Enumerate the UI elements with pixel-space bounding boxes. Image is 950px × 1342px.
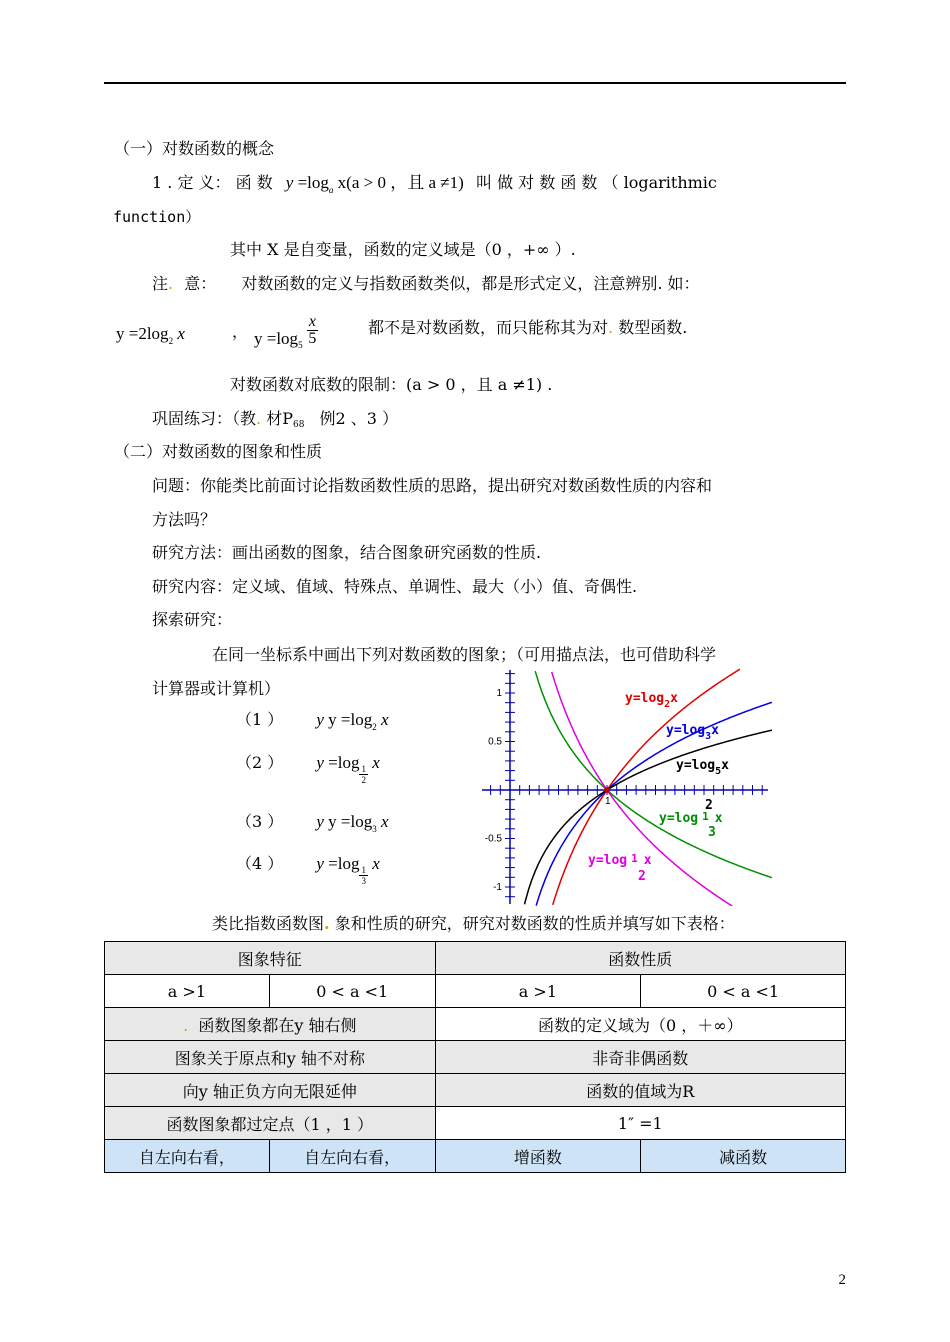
table-row: 函数图象都过定点（1 ，1 ） — [105, 1107, 436, 1140]
y-tick-label: -0.5 — [484, 833, 502, 845]
log-function-graph — [480, 668, 772, 906]
explore-line: 探索研究： — [152, 610, 233, 629]
label-log5: $y=\log_5x$ — [676, 758, 729, 777]
y-tick-label: -1 — [493, 882, 502, 893]
table-row: 图象关于原点和y 轴不对称 — [105, 1041, 436, 1074]
definition-line — [152, 173, 717, 195]
table-row: 1″ =1 — [435, 1107, 845, 1140]
table-row: 非奇非偶函数 — [435, 1041, 845, 1074]
method-line: 研究方法：画出函数的图象，结合图象研究函数的性质. — [152, 543, 542, 562]
header-features: 图象特征 — [105, 942, 436, 975]
header-rule — [104, 82, 846, 84]
function-4: （4 ） y =log $\frac{1}{3}$ x — [236, 854, 380, 886]
example2-fraction: $\frac{x}{5}$ — [308, 313, 317, 347]
base-restriction: 对数函数对底数的限制：(a > 0 ，且 a ≠1) . — [230, 375, 553, 394]
table-row: 减函数 — [641, 1140, 846, 1173]
note-dot: . — [168, 274, 174, 293]
example-comment: 都不是对数函数，而只能称其为对. 数型函数. — [368, 318, 688, 337]
sub-header: a >1 — [105, 975, 270, 1008]
def-formula: $y =\log_a$ x(a > 0 ，且 a ≠1) — [285, 173, 464, 195]
header-properties: 函数性质 — [435, 942, 845, 975]
table-row: . 函数图象都在y 轴右侧 — [105, 1008, 436, 1041]
table-row: 函数的定义域为（0 ，＋∞） — [435, 1008, 845, 1041]
sub-header: 0 < a <1 — [641, 975, 846, 1008]
table-row: 自左向右看， — [269, 1140, 435, 1173]
page-number: 2 — [838, 1272, 846, 1288]
label-log12-den: 2 — [638, 869, 646, 884]
question-line1: 问题：你能类比前面讨论指数函数性质的思路，提出研究对数函数性质的内容和 — [152, 476, 713, 495]
note-line: 注. 意： 对数函数的定义与指数函数类似，都是形式定义，注意辨别. 如： — [152, 274, 700, 293]
label-log13-den: 3 — [708, 825, 716, 840]
label-log13: y=log 1 x — [659, 810, 723, 826]
example1-formula: $y =2\log_2$ x — [116, 324, 185, 346]
section2-heading: （二）对数函数的图象和性质 — [114, 442, 323, 461]
table-row: 向y 轴正负方向无限延伸 — [105, 1074, 436, 1107]
fixed-point — [604, 787, 610, 793]
function-3: （3 ） y $y =\log_3$ x — [236, 812, 389, 834]
table-row: 自左向右看， — [105, 1140, 270, 1173]
y-tick-label: 0.5 — [488, 736, 502, 748]
task-line2: 计算器或计算机） — [152, 679, 281, 698]
label-log2: $y=\log_2x$ — [625, 691, 678, 710]
table-row: 增函数 — [435, 1140, 641, 1173]
y-tick-label: 1 — [496, 688, 502, 699]
example2-formula: $y =\log_5$ $\frac{x}{5}$ — [254, 313, 317, 351]
section1-heading: （一）对数函数的概念 — [114, 139, 275, 158]
label-log12: y=log 1 x — [588, 852, 652, 868]
table-row: 函数的值域为R — [435, 1074, 845, 1107]
content-line: 研究内容：定义域、值域、特殊点、单调性、最大（小）值、奇偶性. — [152, 577, 638, 596]
function-1: （1 ） y $y =\log_2$ x — [236, 710, 389, 732]
label-log13-extra: 2 — [705, 798, 713, 813]
def-prefix: 1 . 定 义： 函 数 — [152, 173, 273, 192]
definition-line2: function） — [113, 208, 201, 226]
compare-line: 类比指数函数图. 象和性质的研究，研究对数函数的性质并填写如下表格： — [212, 914, 735, 933]
curve-y=log3x — [536, 702, 772, 905]
question-line2: 方法吗？ — [152, 510, 217, 529]
domain-line: 其中 X 是自变量，函数的定义域是（0 ，+∞ ）. — [230, 240, 576, 259]
label-log3: $y=\log_3x$ — [666, 723, 719, 742]
sub-header: 0 < a <1 — [269, 975, 435, 1008]
task-line1: 在同一坐标系中画出下列对数函数的图象；（可用描点法，也可借助科学 — [212, 645, 717, 664]
sub-header: a >1 — [435, 975, 641, 1008]
example-separator: ， — [232, 322, 249, 341]
function-2: （2 ） y =log $\frac{1}{2}$ x — [236, 753, 380, 785]
properties-table — [104, 941, 846, 1173]
x-tick-label: 1 — [605, 796, 611, 807]
practice-line: 巩固练习：（教. 材P68 例2 、3 ） — [152, 409, 399, 430]
def-suffix: 叫 做 对 数 函 数 （ logarithmic — [476, 173, 717, 192]
